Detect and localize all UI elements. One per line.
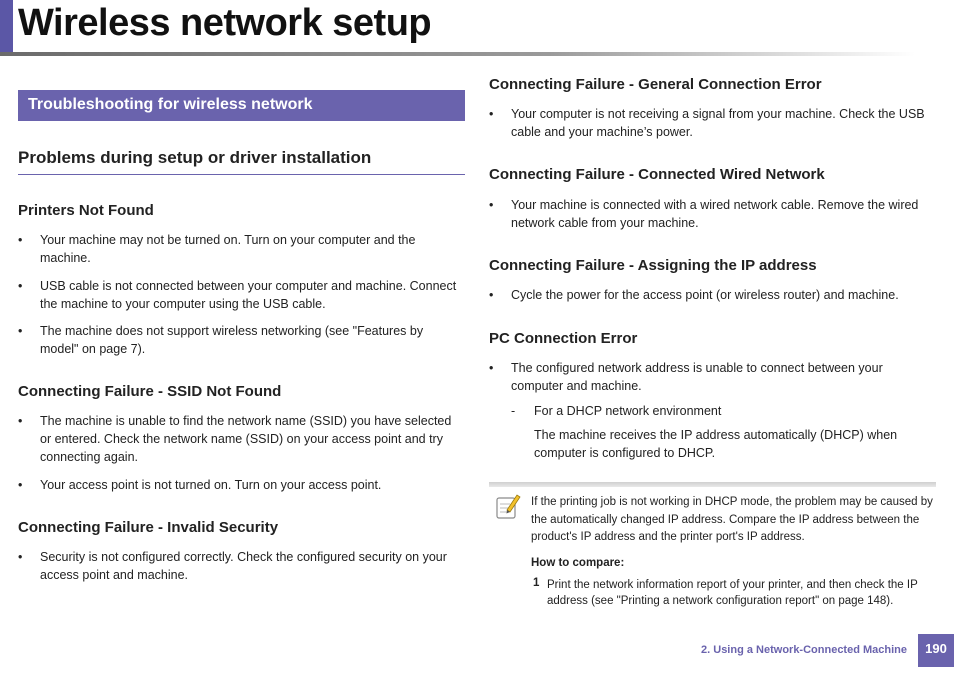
footer-chapter-link[interactable]: 2. Using a Network-Connected Machine (701, 644, 907, 656)
invalid-security-heading: Connecting Failure - Invalid Security (18, 519, 279, 536)
bullet-dot: • (18, 478, 23, 492)
list-item-text: Your access point is not turned on. Turn on your access point. (40, 478, 382, 492)
note-box (489, 482, 936, 612)
list-item-text: Security is not configured correctly. Check the configured security on your access point and machine. (40, 550, 447, 582)
list-item (18, 231, 465, 267)
page-title: Wireless network setup (18, 2, 432, 44)
list-item-text: The configured network address is unable to connect between your computer and machine. (511, 361, 883, 393)
bullet-dot: • (489, 361, 494, 375)
subsection-rule (18, 174, 465, 175)
list-item (18, 412, 465, 466)
list-item-text: Cycle the power for the access point (or wireless router) and machine. (511, 288, 899, 302)
general-error-heading: Connecting Failure - General Connection Error (489, 76, 822, 93)
list-item (18, 322, 465, 358)
bullet-dot: • (18, 414, 23, 428)
bullet-dot: • (18, 550, 23, 564)
bullet-dot: • (489, 288, 494, 302)
list-item-text: USB cable is not connected between your computer and machine. Connect the machine to your computer using the USB cable. (40, 279, 457, 311)
note-step-text: Print the network information report of your printer, and then check the IP address (see "Printing a network configuration report" on page 148). (547, 579, 918, 607)
bullet-dot: • (489, 198, 494, 212)
list-item (489, 105, 936, 141)
ip-address-heading: Connecting Failure - Assigning the IP address (489, 257, 817, 274)
list-item (489, 286, 936, 304)
note-howto-label: How to compare: (531, 557, 625, 569)
list-item-text: Your machine is connected with a wired network cable. Remove the wired network cable from your machine. (511, 198, 919, 230)
pc-connection-heading: PC Connection Error (489, 330, 638, 347)
list-item-text: The machine is unable to find the network name (SSID) you have selected or entered. Check the network name (SSID) on your access point and try connecting again. (40, 414, 452, 464)
title-rule (0, 52, 915, 56)
bullet-dot: • (489, 107, 494, 121)
printers-not-found-heading: Printers Not Found (18, 202, 154, 219)
list-item (489, 359, 936, 395)
ssid-not-found-heading: Connecting Failure - SSID Not Found (18, 383, 282, 400)
sub-item-label: For a DHCP network environment (534, 404, 722, 418)
title-accent-bar (0, 0, 13, 52)
note-top-bar (489, 482, 936, 487)
note-step-number: 1 (533, 577, 540, 589)
bullet-dot: • (18, 233, 23, 247)
sub-item-dash: - (511, 404, 516, 418)
sub-item-text: The machine receives the IP address automatically (DHCP) when computer is configured to DHCP. (534, 428, 898, 460)
list-item-text: Your machine may not be turned on. Turn on your computer and the machine. (40, 233, 416, 265)
list-item-text: The machine does not support wireless networking (see "Features by model" on page 7). (40, 324, 424, 356)
list-item (489, 196, 936, 232)
note-pencil-icon (495, 492, 521, 520)
list-item (18, 548, 465, 584)
wired-network-heading: Connecting Failure - Connected Wired Network (489, 166, 825, 183)
list-item (18, 277, 465, 313)
bullet-dot: • (18, 279, 23, 293)
subsection-heading: Problems during setup or driver installation (18, 148, 372, 167)
list-item (18, 476, 465, 494)
page-number: 190 (918, 634, 954, 667)
list-item-text: Your computer is not receiving a signal from your machine. Check the USB cable and your machine’s power. (511, 107, 925, 139)
section-banner: Troubleshooting for wireless network (18, 90, 465, 121)
bullet-dot: • (18, 324, 23, 338)
note-text: If the printing job is not working in DHCP mode, the problem may be caused by the automatically changed IP address. Compare the IP address between the product's IP address and the printer port's IP address. (531, 496, 933, 543)
